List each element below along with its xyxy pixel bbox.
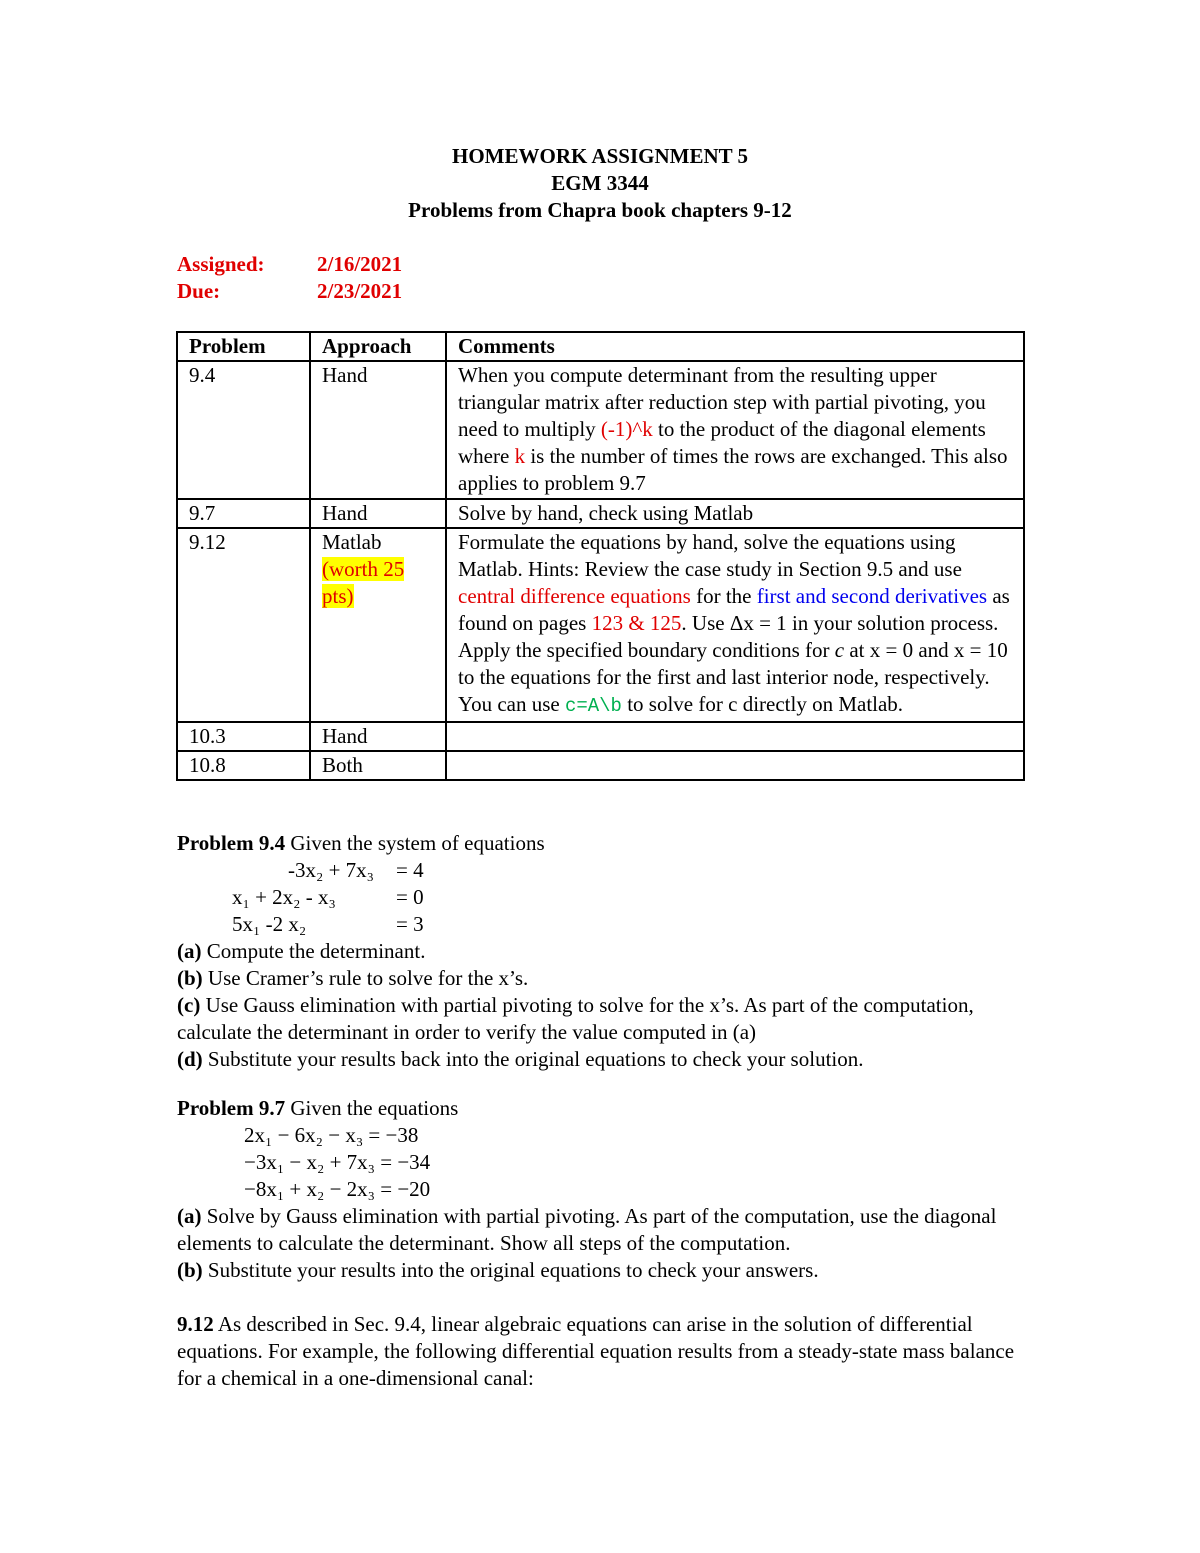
table-row (177, 528, 1024, 722)
equation: −3x₁ − x₂ + 7x₃ = −34 (244, 1150, 431, 1174)
equation-rhs: = 3 (396, 912, 424, 936)
part-label: (c) (177, 993, 201, 1017)
comment-text: When you compute determinant from the resulting upper triangular matrix after reduction step with partial pivoting, you need to multiply (458, 363, 986, 441)
part-label: (d) (177, 1047, 203, 1071)
comment-highlight: central difference equations (458, 584, 691, 608)
comment-highlight: (-1)^k (600, 417, 653, 441)
cell-comment (446, 361, 1024, 499)
equation-rhs: = 4 (396, 858, 424, 882)
cell-comment (446, 751, 1024, 780)
problem-9-7 (177, 1095, 1037, 1284)
equation: 2x₁ − 6x₂ − x₃ = −38 (244, 1123, 419, 1147)
comment-highlight: first and second derivatives (756, 584, 988, 608)
problem-intro: Given the system of equations (285, 831, 545, 855)
comment-text: for the (690, 584, 757, 608)
approach-note: (worth 25 pts) (322, 557, 405, 608)
table-header-row (177, 332, 1024, 361)
comment-highlight: 123 & 125 (591, 611, 682, 635)
problem-label: 9.12 (177, 1312, 214, 1336)
problem-label: Problem 9.4 (177, 831, 286, 855)
cell-problem: 9.7 (177, 499, 310, 528)
comment-text: at (844, 638, 870, 662)
comment-text: in your solution process. Apply the specified boundary conditions for (458, 611, 999, 662)
equation-row (177, 1176, 1037, 1203)
assignment-table (176, 331, 1025, 781)
cell-comment (446, 528, 1024, 722)
equation: −8x₁ + x₂ − 2x₃ = −20 (244, 1177, 431, 1201)
problem-9-4 (177, 830, 1037, 1073)
due-label: Due: (177, 279, 221, 303)
title-line-1: HOMEWORK ASSIGNMENT 5 (452, 144, 748, 168)
part-label: (b) (177, 966, 203, 990)
equation-row (177, 857, 1037, 884)
document-title (0, 143, 1200, 224)
part-text: Substitute your results back into the original equations to check your solution. (202, 1047, 864, 1071)
cell-approach: Hand (310, 722, 446, 751)
cell-problem: 10.3 (177, 722, 310, 751)
table-row (177, 751, 1024, 780)
equation-lhs: -3x₂ + 7x₃ (288, 858, 374, 882)
part-text: Solve by Gauss elimination with partial pivoting. As part of the computation, use the diagonal elements to calculate the determinant. Show all steps of the computation. (177, 1204, 997, 1255)
cell-comment: Solve by hand, check using Matlab (446, 499, 1024, 528)
cell-problem: 9.4 (177, 361, 310, 499)
course-code: EGM 3344 (551, 171, 649, 195)
comment-var: x = 0 (869, 638, 914, 662)
cell-problem: 9.12 (177, 528, 310, 722)
problem-text: As described in Sec. 9.4, linear algebraic equations can arise in the solution of differential equations. For example, the following differential equation results from a steady-state mass balance for a chemical in a one-dimensional canal: (177, 1312, 1015, 1390)
part-text: Use Cramer’s rule to solve for the x’s. (202, 966, 529, 990)
part-text: Substitute your results into the original equations to check your answers. (202, 1258, 819, 1282)
problem-label: Problem 9.7 (177, 1096, 286, 1120)
part-label: (b) (177, 1258, 203, 1282)
equation-row (177, 1149, 1037, 1176)
problem-intro: Given the equations (285, 1096, 459, 1120)
cell-approach: Hand (310, 361, 446, 499)
assigned-date: 2/16/2021 (317, 252, 403, 276)
comment-text: to the equations for the first and last interior node, respectively. You can use (458, 665, 990, 716)
equation-lhs: x₁ + 2x₂ - x₃ (232, 885, 336, 909)
cell-comment (446, 722, 1024, 751)
comment-text: . Use (681, 611, 730, 635)
cell-problem: 10.8 (177, 751, 310, 780)
header-problem: Problem (177, 332, 310, 361)
due-date: 2/23/2021 (317, 279, 403, 303)
comment-text: as found on pages (458, 584, 1010, 635)
equation-row (177, 1122, 1037, 1149)
comment-text: to the product of the diagonal elements where (458, 417, 986, 468)
title-line-3: Problems from Chapra book chapters 9-12 (408, 198, 792, 222)
table-row (177, 722, 1024, 751)
equation-rhs: = 0 (396, 885, 424, 909)
comment-text: Formulate the equations by hand, solve the equations using Matlab. Hints: Review the case study in Section 9.5 and use (458, 530, 962, 581)
assigned-label: Assigned: (177, 252, 265, 276)
header-comments: Comments (446, 332, 1024, 361)
matlab-code: c=A\b (564, 695, 622, 717)
part-label: (a) (177, 939, 202, 963)
part-label: (a) (177, 1204, 202, 1228)
part-text: Use Gauss elimination with partial pivoting to solve for the x’s. As part of the computation, calculate the determinant in order to verify the value computed in (a) (177, 993, 974, 1044)
header-approach: Approach (310, 332, 446, 361)
equation-row (177, 911, 1037, 938)
cell-approach: Both (310, 751, 446, 780)
approach-label: Matlab (322, 530, 382, 554)
table-row (177, 361, 1024, 499)
delta-x-expression: Δx = 1 (729, 611, 787, 635)
comment-text: is the number of times the rows are exchanged. This also applies to problem 9.7 (458, 444, 1008, 495)
part-text: Compute the determinant. (201, 939, 426, 963)
comment-var: x = 10 (953, 638, 1008, 662)
equation-lhs: 5x₁ -2 x₂ (232, 912, 307, 936)
cell-approach: Hand (310, 499, 446, 528)
comment-var: c (834, 638, 845, 662)
comment-text: to solve for c directly on Matlab. (621, 692, 904, 716)
equation-row (177, 884, 1037, 911)
problem-9-12 (177, 1311, 1037, 1392)
comment-text: and (913, 638, 954, 662)
table-row (177, 499, 1024, 528)
cell-approach (310, 528, 446, 722)
comment-highlight: k (514, 444, 526, 468)
